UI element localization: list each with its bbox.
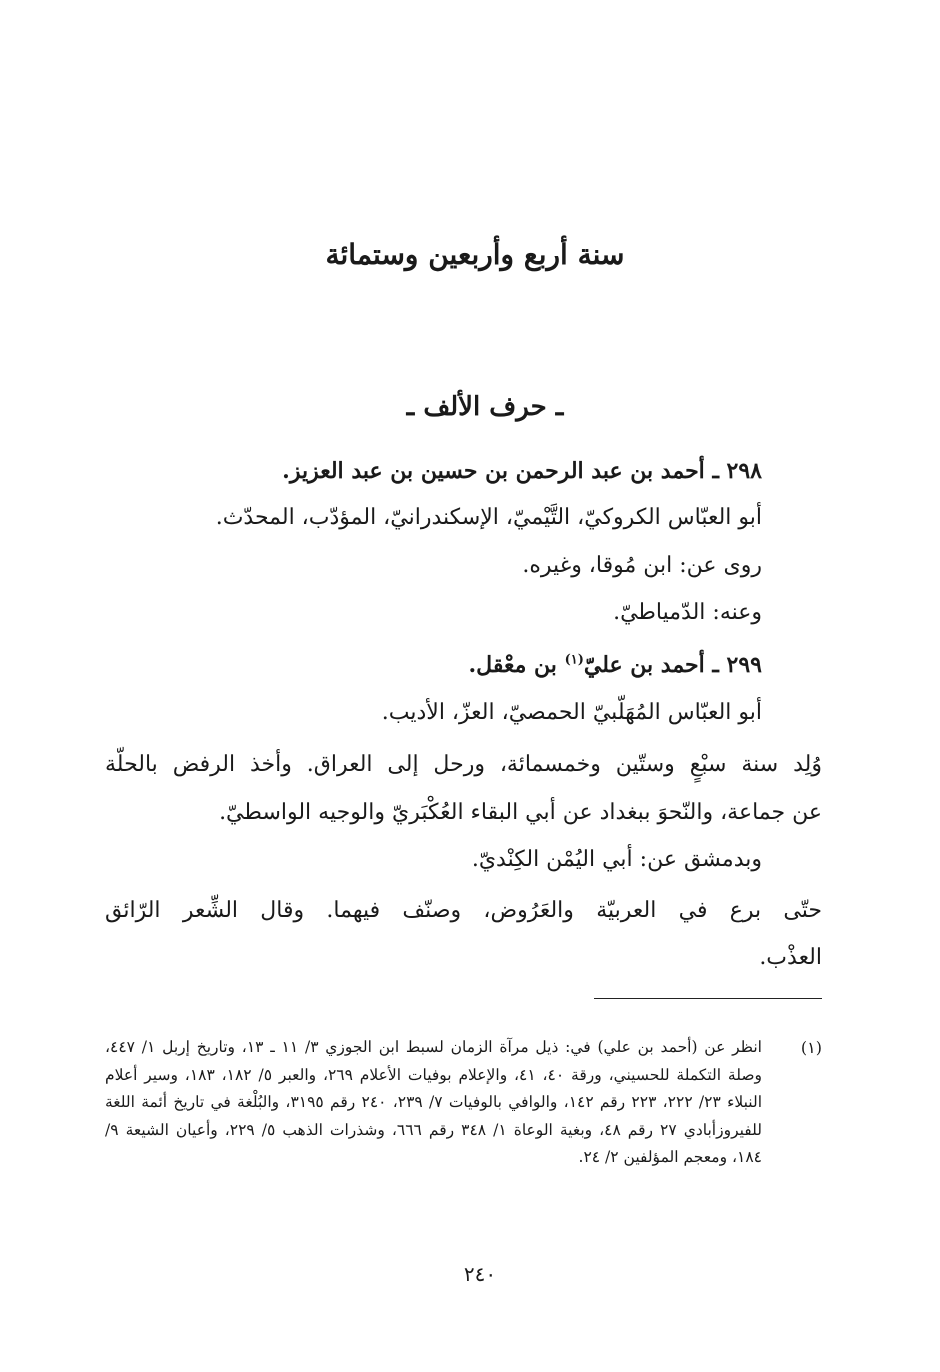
- entry-299-paragraph-3-line-2: العذْب.: [759, 945, 822, 970]
- entry-299-paragraph-1-line-2: عن جماعة، والنّحوَ ببغداد عن أبي البقاء العُكْبَريّ والوجيه الواسطيّ.: [219, 800, 822, 825]
- footnote-mark: (١): [800, 1038, 822, 1057]
- year-title: سنة أربع وأربعين وستمائة: [325, 238, 625, 271]
- entry-298-line-2: روى عن: ابن مُوقا، وغيره.: [522, 553, 762, 578]
- entry-299-paragraph-3-line-1: حتّى برع في العربيّة والعَرُوض، وصنّف فيهما. وقال الشِّعر الرّائق: [105, 898, 822, 923]
- entry-299-line-1: أبو العبّاس المُهَلّبيّ الحمصيّ، العزّ، الأديب.: [381, 700, 762, 725]
- entry-298-heading: ٢٩٨ ـ أحمد بن عبد الرحمن بن حسين بن عبد العزيز.: [282, 458, 762, 484]
- entry-299-heading-name: ٢٩٩ ـ أحمد بن عليّ: [583, 652, 762, 678]
- footnote-separator: [594, 998, 822, 999]
- section-title: ـ حرف الألف ـ: [406, 392, 564, 422]
- page-number: ٢٤٠: [463, 1262, 497, 1286]
- entry-299-paragraph-2: وبدمشق عن: أبي اليُمْن الكِنْديّ.: [471, 847, 762, 872]
- footnote-reference: (١): [564, 652, 584, 668]
- footnote-text: انظر عن (أحمد بن علي) في: ذيل مرآة الزمان لسبط ابن الجوزي ٣/ ١١ ـ ١٣، وتاريخ إربل ١/ ٤٤٧، وصلة التكملة للحسيني، ورقة ٤٠، ٤١، والإعلام بوفيات الأعلام ٢٦٩، والعبر ٥/ ١٨٢، ١٨٣، وسير أعلام النبلاء ٢٣/ ٢٢٢، ٢٢٣ رقم ١٤٢، والوافي بالوفيات ٧/ ٢٣٩، ٢٤٠ رقم ٣١٩٥، والبُلْغة في تاريخ أئمة اللغة للفيروزأبادي ٢٧ رقم ٤٨، وبغية الوعاة ١/ ٣٤٨ رقم ٦٦٦، وشذرات الذهب ٥/ ٢٢٩، وأعيان الشيعة ٩/ ١٨٤، ومعجم المؤلفين ٢/ ٢٤.: [105, 1038, 762, 1167]
- entry-299-paragraph-1-line-1: وُلِد سنة سبْعٍ وستّين وخمسمائة، ورحل إلى العراق. وأخذ الرفض بالحلّة: [105, 752, 822, 777]
- entry-299-heading-rest: بن معْقل.: [468, 652, 565, 678]
- entry-298-line-1: أبو العبّاس الكروكيّ، التَّيْميّ، الإسكندرانيّ، المؤدّب، المحدّث.: [215, 505, 762, 530]
- entry-298-line-3: وعنه: الدّمياطيّ.: [613, 600, 762, 625]
- entry-299-heading: [469, 652, 762, 678]
